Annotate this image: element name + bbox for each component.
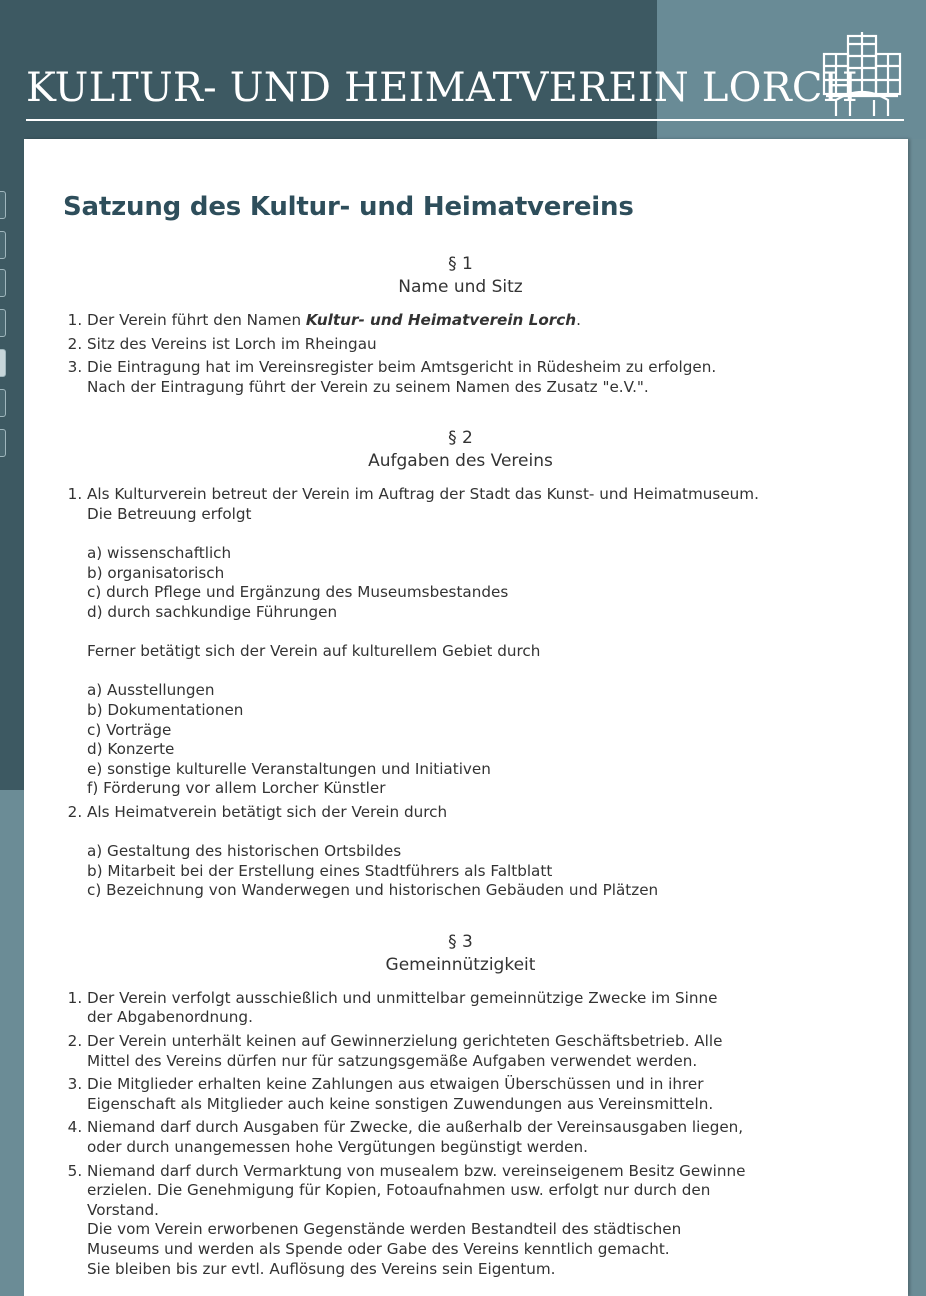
section-3-list <box>63 989 883 1279</box>
item-text: 2. Als Heimatverein betätigt sich der Verein durch <box>87 802 448 821</box>
sub-item: b) organisatorisch <box>87 563 225 582</box>
sub-item: a) Gestaltung des historischen Ortsbildes <box>87 842 402 861</box>
side-nav-tab-5-active[interactable] <box>0 349 6 377</box>
section-2-list <box>63 485 883 900</box>
item-text: 1. Der Verein verfolgt ausschießlich und unmittelbar gemeinnützige Zwecke im Sinne <box>87 988 718 1007</box>
section-2-number: § 2 <box>448 428 473 449</box>
sub-item: d) Konzerte <box>87 740 175 759</box>
item-text: Ferner betätigt sich der Verein auf kulturellem Gebiet durch <box>87 642 541 661</box>
item-text: 3. Die Mitglieder erhalten keine Zahlungen aus etwaigen Überschüssen und in ihrer <box>87 1075 704 1094</box>
page-right-margin <box>908 139 926 1296</box>
page-title: Satzung des Kultur- und Heimatvereins <box>63 192 634 222</box>
section-3-number: § 3 <box>448 931 473 952</box>
list-item <box>87 358 883 397</box>
side-nav-tab-3[interactable] <box>0 269 6 297</box>
sub-item: e) sonstige kulturelle Veranstaltungen und Initiativen <box>87 759 491 778</box>
section-1-title: Name und Sitz <box>398 277 523 297</box>
left-nav-strip <box>0 139 24 790</box>
item-text: 4. Niemand darf durch Ausgaben für Zwecke, die außerhalb der Vereinsausgaben liegen, <box>87 1118 744 1137</box>
item-text: Sitz des Vereins ist Lorch im Rheingau <box>87 334 377 353</box>
item-text: . <box>576 311 581 329</box>
list-item <box>87 311 883 331</box>
site-title[interactable] <box>26 62 858 114</box>
sub-item: d) durch sachkundige Führungen <box>87 602 338 621</box>
side-nav-tab-1[interactable] <box>0 191 6 219</box>
section-1-list <box>63 311 883 397</box>
sub-item: a) wissenschaftlich <box>87 544 232 563</box>
item-text: Museums und werden als Spende oder Gabe des Vereins kenntlich gemacht. <box>87 1239 670 1258</box>
side-nav-tab-7[interactable] <box>0 429 6 457</box>
side-nav-tab-2[interactable] <box>0 231 6 259</box>
sub-item: f) Förderung vor allem Lorcher Künstler <box>87 779 386 798</box>
sub-item: c) durch Pflege und Ergänzung des Museumsbestandes <box>87 583 509 602</box>
list-item <box>87 1032 883 1071</box>
site-header <box>0 0 926 139</box>
item-text: 5. Niemand darf durch Vermarktung von musealem bzw. vereinseigenem Besitz Gewinne <box>87 1161 746 1180</box>
section-3-heading <box>63 931 858 977</box>
site-title-main: KULTUR- UND HEIMATVEREIN <box>26 65 702 111</box>
item-text: Vorstand. <box>87 1200 160 1219</box>
section-1-number: § 1 <box>448 254 473 274</box>
list-item <box>87 1162 883 1280</box>
sub-item: a) Ausstellungen <box>87 681 215 700</box>
item-text: Die Betreuung erfolgt <box>87 504 252 523</box>
sub-item: c) Vorträge <box>87 720 172 739</box>
content-body <box>63 189 883 1283</box>
sub-item: c) Bezeichnung von Wanderwegen und historischen Gebäuden und Plätzen <box>87 881 659 900</box>
list-item <box>87 989 883 1028</box>
item-text: oder durch unangemessen hohe Vergütungen begünstigt werden. <box>87 1138 588 1156</box>
header-rule <box>26 119 904 121</box>
item-text: erzielen. Die Genehmigung für Kopien, Fotoaufnahmen usw. erfolgt nur durch den <box>87 1181 711 1200</box>
side-nav-tab-4[interactable] <box>0 309 6 337</box>
list-item <box>87 1075 883 1114</box>
section-2-title: Aufgaben des Vereins <box>368 451 553 472</box>
list-item <box>87 1118 883 1157</box>
item-text: 3. Die Eintragung hat im Vereinsregister beim Amtsgericht in Rüdesheim zu erfolgen. <box>87 358 717 377</box>
sub-item: b) Mitarbeit bei der Erstellung eines Stadtführers als Faltblatt <box>87 861 553 880</box>
item-text: Nach der Eintragung führt der Verein zu seinem Namen des Zusatz "e.V.". <box>87 377 649 396</box>
list-item <box>87 485 883 799</box>
castle-tower-icon <box>820 30 904 118</box>
item-text: Mittel des Vereins dürfen nur für satzungsgemäße Aufgaben verwendet werden. <box>87 1051 698 1070</box>
list-item <box>87 335 883 355</box>
item-text: Sie bleiben bis zur evtl. Auflösung des Vereins sein Eigentum. <box>87 1259 556 1278</box>
item-text: 1. Als Kulturverein betreut der Verein im Auftrag der Stadt das Kunst- und Heimatmuseum. <box>87 485 759 504</box>
item-text: der Abgabenordnung. <box>87 1008 253 1027</box>
site-title-town: LORCH <box>701 65 858 111</box>
item-text: 2. Der Verein unterhält keinen auf Gewinnerzielung gerichteten Geschäftsbetrieb. Alle <box>87 1032 723 1051</box>
association-name: Kultur- und Heimatverein Lorch <box>305 311 577 329</box>
list-item <box>87 803 883 901</box>
side-nav-tab-6[interactable] <box>0 389 6 417</box>
content-panel <box>24 139 908 1296</box>
item-text: Die vom Verein erworbenen Gegenstände werden Bestandteil des städtischen <box>87 1220 682 1239</box>
section-1-heading <box>63 253 858 299</box>
section-2-heading <box>63 427 858 473</box>
item-text: Der Verein führt den Namen <box>87 311 306 329</box>
section-3-title: Gemeinnützigkeit <box>385 954 536 975</box>
item-text: Eigenschaft als Mitglieder auch keine sonstigen Zuwendungen aus Vereinsmitteln. <box>87 1094 714 1113</box>
sub-item: b) Dokumentationen <box>87 700 244 719</box>
